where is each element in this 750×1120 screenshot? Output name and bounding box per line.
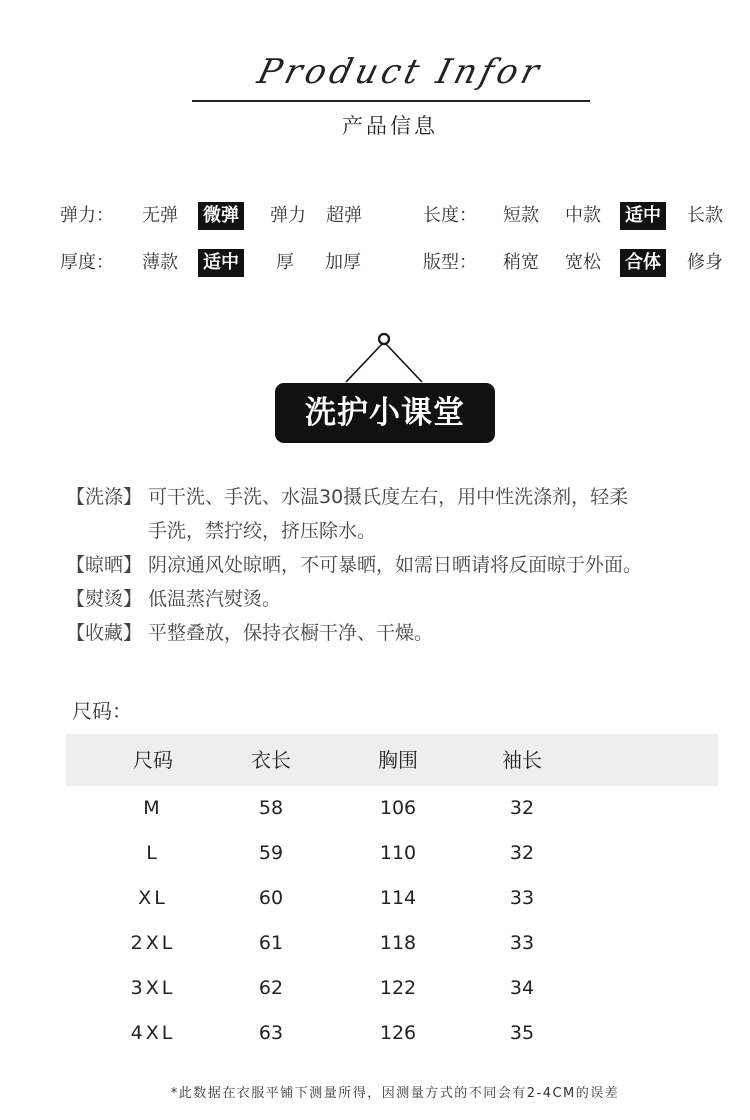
chest-cell: 106 (379, 797, 417, 819)
care-tag: 【晾晒】 (66, 554, 143, 576)
attr-option: 厚 (276, 252, 294, 273)
size-cell: XL (138, 887, 168, 909)
size-cell: M (143, 797, 163, 819)
length-cell: 61 (258, 932, 284, 954)
size-table-header (66, 734, 718, 786)
attr-elasticity (60, 202, 380, 230)
attr-label: 长度： (423, 205, 477, 226)
length-cell: 62 (258, 977, 284, 999)
attr-option: 长款 (687, 205, 723, 226)
table-row (66, 831, 718, 876)
header-cell-chest: 胸围 (378, 748, 418, 772)
product-info-header (0, 0, 750, 150)
header-cell-length: 衣长 (251, 748, 291, 772)
length-cell: 60 (258, 887, 284, 909)
care-tag: 【洗涤】 (66, 486, 143, 508)
attr-label: 厚度： (60, 252, 114, 273)
care-text: 平整叠放，保持衣橱干净、干燥。 (148, 622, 434, 644)
table-row (66, 966, 718, 1011)
table-row (66, 786, 718, 831)
attr-option-selected: 合体 (620, 249, 666, 277)
table-row (66, 1011, 718, 1056)
sleeve-cell: 32 (509, 797, 535, 819)
sleeve-cell: 33 (509, 887, 535, 909)
chest-cell: 110 (379, 842, 417, 864)
care-text: 低温蒸汽熨烫。 (148, 588, 282, 610)
care-sign-title: 洗护小课堂 (275, 383, 495, 443)
chest-cell: 118 (379, 932, 417, 954)
care-tag: 【收藏】 (66, 622, 143, 644)
attr-option: 稍宽 (503, 252, 539, 273)
attr-option: 超弹 (326, 205, 362, 226)
attr-thickness (60, 249, 380, 277)
attr-option: 薄款 (142, 252, 178, 273)
size-cell: 3XL (130, 977, 176, 999)
sleeve-cell: 34 (509, 977, 535, 999)
size-cell: L (146, 842, 160, 864)
attr-option: 加厚 (325, 252, 361, 273)
chest-cell: 122 (379, 977, 417, 999)
attr-option-selected: 适中 (198, 249, 244, 277)
attr-option: 修身 (687, 252, 723, 273)
measurement-footnote: *此数据在衣服平铺下测量所得，因测量方式的不同会有2-4CM的误差 (170, 1086, 620, 1101)
hanger-icon (270, 330, 500, 390)
attr-option: 宽松 (565, 252, 601, 273)
length-cell: 63 (258, 1022, 284, 1044)
chest-cell: 114 (379, 887, 417, 909)
product-info-script-title: Product Infor (253, 52, 547, 92)
size-section-label: 尺码： (72, 699, 132, 723)
header-cell-sleeve: 袖长 (502, 748, 542, 772)
sleeve-cell: 32 (509, 842, 535, 864)
attr-fit (423, 249, 743, 277)
size-cell: 2XL (130, 932, 176, 954)
care-item-dry (66, 548, 642, 582)
header-cell-size: 尺码 (133, 748, 173, 772)
attr-option: 弹力 (270, 205, 306, 226)
care-item-wash-continued (148, 514, 376, 548)
care-text: 阴凉通风处晾晒，不可暴晒，如需日晒请将反面晾于外面。 (148, 554, 643, 576)
length-cell: 59 (258, 842, 284, 864)
care-tag: 【熨烫】 (66, 588, 143, 610)
product-info-title: 产品信息 (342, 114, 438, 138)
attr-option-selected: 微弹 (198, 202, 244, 230)
length-cell: 58 (258, 797, 284, 819)
sleeve-cell: 33 (509, 932, 535, 954)
attr-length (423, 202, 743, 230)
care-item-iron (66, 582, 281, 616)
care-text: 手洗，禁拧绞，挤压除水。 (148, 520, 377, 542)
sleeve-cell: 35 (509, 1022, 535, 1044)
attr-option-selected: 适中 (620, 202, 666, 230)
header-divider (192, 100, 590, 102)
attr-option: 中款 (565, 205, 601, 226)
attr-option: 无弹 (142, 205, 178, 226)
attr-label: 弹力： (60, 205, 114, 226)
table-row (66, 876, 718, 921)
attr-label: 版型： (423, 252, 477, 273)
table-row (66, 921, 718, 966)
size-cell: 4XL (130, 1022, 176, 1044)
care-item-wash (66, 480, 628, 514)
care-sign (270, 330, 500, 445)
care-text: 可干洗、手洗、水温30摄氏度左右，用中性洗涤剂，轻柔 (148, 486, 629, 508)
chest-cell: 126 (379, 1022, 417, 1044)
attr-option: 短款 (503, 205, 539, 226)
care-item-store (66, 616, 433, 650)
